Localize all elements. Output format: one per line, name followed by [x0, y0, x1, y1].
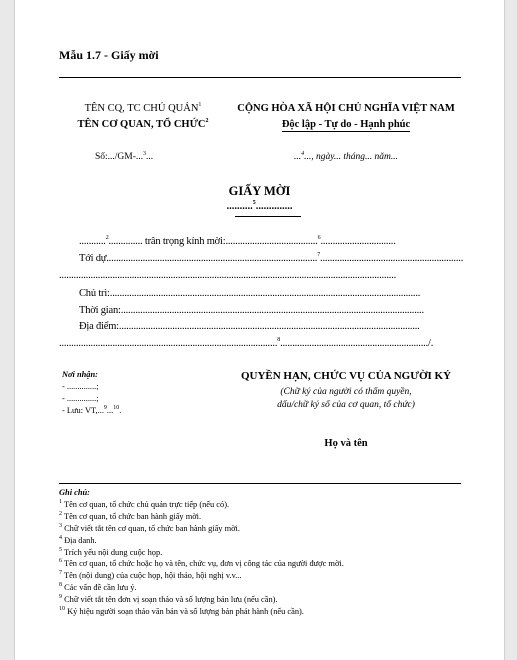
- footnote-item: $^7$ Tên (nội dung) của cuộc họp, hội thảo, hội nghị v.v...: [59, 570, 242, 581]
- signer-name: Họ và tên: [324, 438, 368, 449]
- signature-note: (Chữ ký của người có thẩm quyền,: [280, 387, 412, 397]
- footnote-item: $^6$ Tên cơ quan, tổ chức hoặc họ và tên, chức vụ, đơn vị công tác của người được mời.: [59, 558, 344, 569]
- chair-line: Chủ trì:................................................................................................................................: [79, 288, 421, 299]
- title-rule: [59, 77, 461, 78]
- signer-title: QUYỀN HẠN, CHỨC VỤ CỦA NGƯỜI KÝ: [240, 370, 452, 382]
- subject-rule: [235, 216, 301, 217]
- place-date: ...$^4$..., ngày... tháng... năm...: [293, 151, 399, 162]
- recipients-label: Nơi nhận:: [62, 370, 98, 379]
- footnote-item: $^{10}$ Ký hiệu người soạn thảo văn bản và số lượng bản phát hành (nếu cần).: [59, 606, 304, 617]
- time-label: Thời gian:: [79, 305, 121, 316]
- nation-name: CỘNG HÒA XÃ HỘI CHỦ NGHĨA VIỆT NAM: [237, 103, 455, 114]
- continuation-line: ...........................................................................................................................................: [59, 270, 397, 281]
- footnote-rule: [59, 483, 461, 484]
- footnote-item: $^8$ Các vấn đề cần lưu ý.: [59, 582, 137, 593]
- recipient-item: - ..............;: [62, 382, 99, 391]
- form-title: Mẫu 1.7 - Giấy mời: [59, 48, 159, 62]
- agency-name: TÊN CƠ QUAN, TỔ CHỨC$^2$: [77, 118, 209, 130]
- place-line: Địa điểm:............................................................................................................................: [79, 321, 420, 332]
- footnote-item: $^4$ Địa danh.: [59, 534, 97, 545]
- document-number: Số:.../GM-...$^3$...: [95, 151, 154, 162]
- notes-line: ..........................................................................................$^8$............................................................./.: [59, 337, 434, 349]
- document-title: GIẤY MỜI: [228, 184, 291, 198]
- footnotes-list: [59, 500, 344, 619]
- footnote-item: $^5$ Trích yếu nội dung cuộc họp.: [59, 546, 163, 557]
- footnote-item: $^1$ Tên cơ quan, tổ chức chủ quản trực tiếp (nếu có).: [59, 499, 230, 509]
- agency-parent: TÊN CQ, TC CHỦ QUẢN$^1$: [84, 102, 202, 114]
- recipient-item: - ..............;: [62, 394, 99, 403]
- document-page: [14, 0, 505, 660]
- archive-item: - Lưu: VT,...$^9$...$^{10}$.: [62, 405, 122, 415]
- place-label: Địa điểm:: [79, 321, 119, 332]
- footnote-item: $^2$ Tên cơ quan, tổ chức ban hành giấy mời.: [59, 510, 202, 521]
- invite-line: ...........$^2$.............. trân trọng kính mời:......................................$^6$...............................: [79, 235, 396, 247]
- footnotes-label: Ghi chú:: [59, 488, 90, 497]
- chair-label: Chủ trì:: [79, 288, 110, 299]
- time-line: Thời gian:.............................................................................................................................: [79, 305, 424, 316]
- national-motto: Độc lập - Tự do - Hạnh phúc: [281, 119, 411, 130]
- attend-line: Tới dự.......................................................................................$^7$...........................................................: [79, 252, 464, 264]
- document-subject: ..........$^5$..............: [226, 200, 293, 212]
- footnote-item: $^3$ Chữ viết tắt tên cơ quan, tổ chức ban hành giấy mời.: [59, 522, 240, 533]
- footnote-item: $^9$ Chữ viết tắt tên đơn vị soạn thảo và số lượng bản lưu (nếu cần).: [59, 594, 278, 605]
- signature-note: dấu/chữ ký số của cơ quan, tổ chức): [277, 400, 415, 410]
